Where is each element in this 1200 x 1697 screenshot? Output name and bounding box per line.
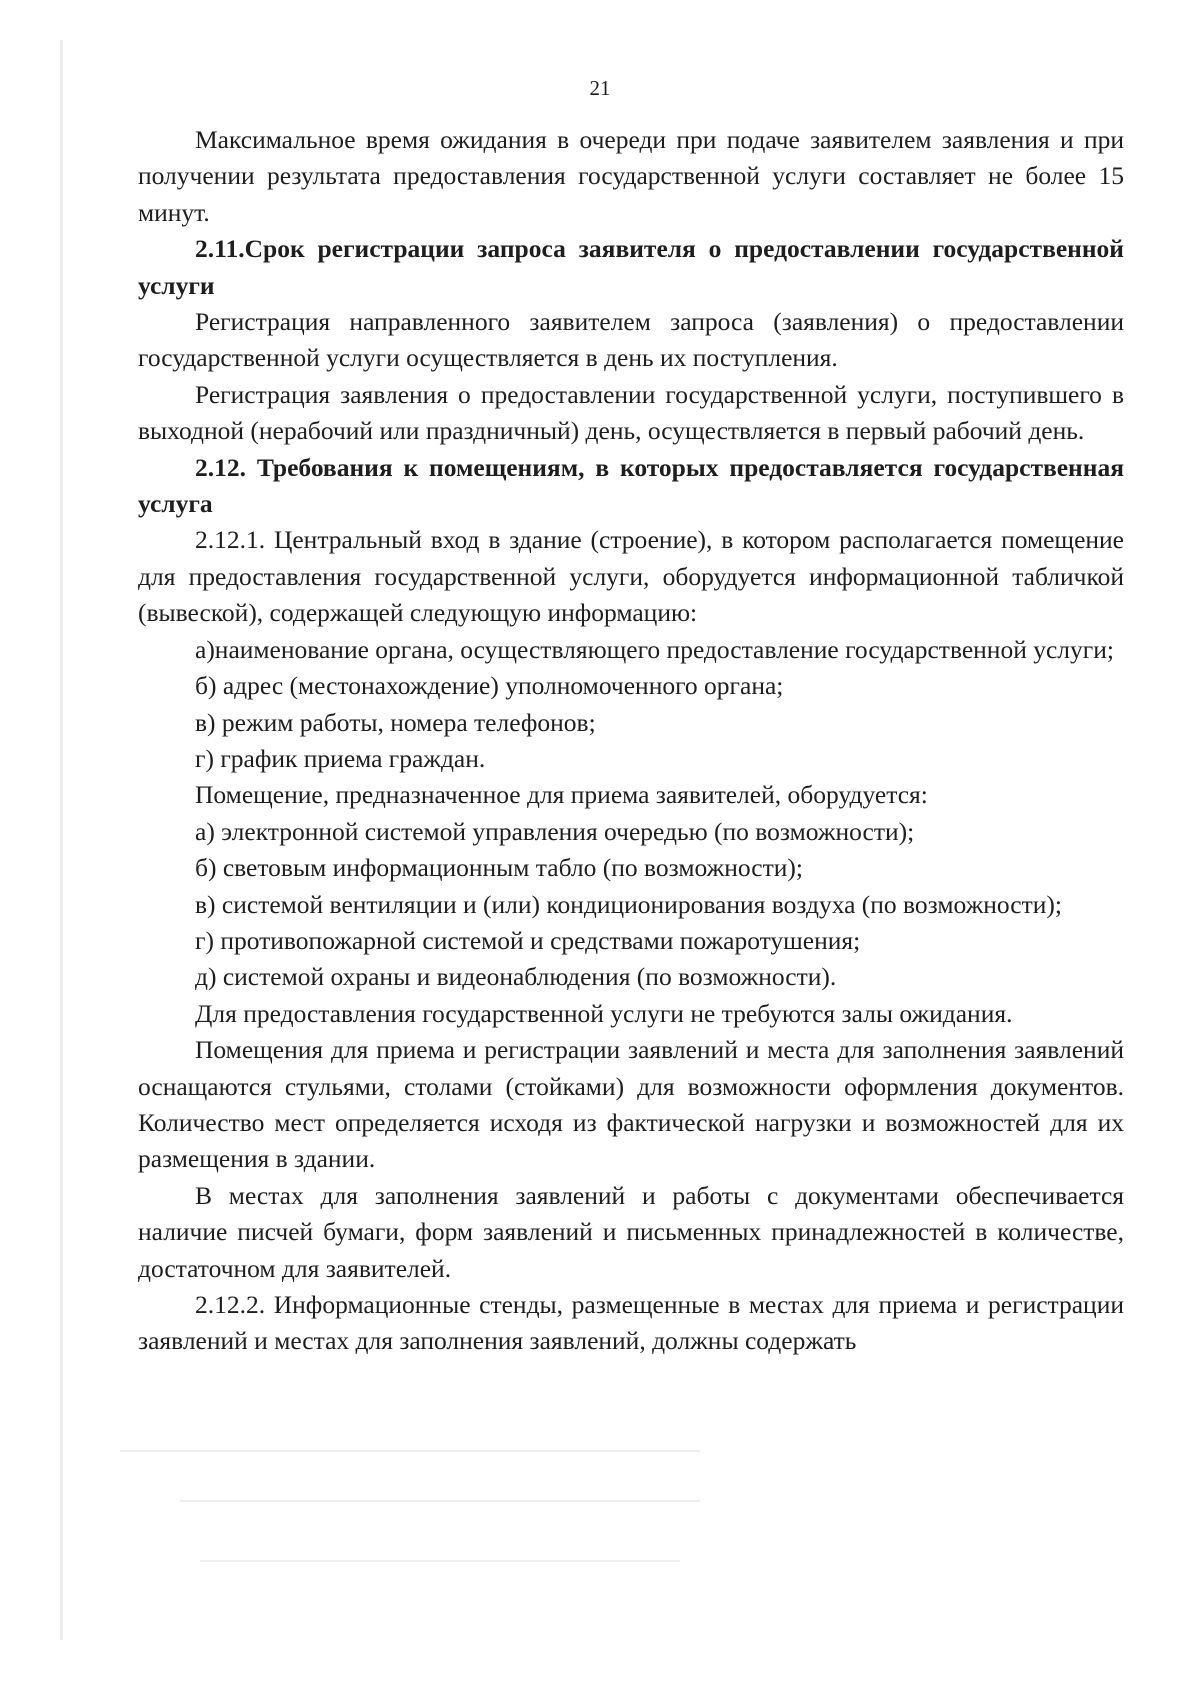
heading-2-11: 2.11.Срок регистрации запроса заявителя о предоставлении государственной услуги [138,234,1124,300]
list-item-premises-b: б) световым информационным табло (по возможности); [195,853,803,883]
list-item-premises-g: г) противопожарной системой и средствами пожаротушения; [195,925,861,955]
paragraph-supplies: В местах для заполнения заявлений и работы с документами обеспечивается наличие писчей бумаги, форм заявлений и письменных принадлежностей в количестве, достаточном для заявителей. [138,1180,1124,1283]
paragraph-registration-holiday: Регистрация заявления о предоставлении государственной услуги, поступившего в выходной (нерабочий или праздничный) день, осуществляется в первый рабочий день. [138,379,1124,446]
list-item-g: г) график приема граждан. [195,743,486,773]
scan-noise [180,1500,700,1502]
scan-noise [60,40,63,1640]
paragraph-2-12-1: 2.12.1. Центральный вход в здание (строение), в котором располагается помещение для предоставления государственной услуги, оборудуется информационной табличкой (вывеской), содержащей следующую информацию: [138,525,1124,628]
heading-2-12: 2.12. Требования к помещениям, в которых предоставляется государственная услуга [138,452,1124,519]
list-item-premises-v: в) системой вентиляции и (или) кондиционирования воздуха (по возможности); [195,889,1062,919]
paragraph-waiting-time: Максимальное время ожидания в очереди при подаче заявителем заявления и при получении результата предоставления государственной услуги составляет не более 15 минут. [138,125,1124,227]
list-item-premises-a: а) электронной системой управления очередью (по возможности); [195,816,915,846]
paragraph-premises: Помещение, предназначенное для приема заявителей, оборудуется: [195,780,928,810]
list-item-a: а)наименование органа, осуществляющего предоставление государственной услуги; [195,634,1114,664]
paragraph-equipment: Помещения для приема и регистрации заявлений и места для заполнения заявлений оснащаются стульями, столами (стойками) для возможности оформления документов. Количество мест определяется исходя из фактической нагрузки и возможностей для их размещения в здании. [138,1035,1124,1174]
paragraph-registration: Регистрация направленного заявителем запроса (заявления) о предоставлении государственной услуги осуществляется в день их поступления. [138,307,1124,373]
list-item-premises-d: д) системой охраны и видеонаблюдения (по возможности). [195,962,837,992]
page-number: 21 [589,76,611,100]
paragraph-2-12-2: 2.12.2. Информационные стенды, размещенные в местах для приема и регистрации заявлений и местах для заполнения заявлений, должны содержать [138,1290,1124,1356]
scan-noise [120,1450,700,1452]
list-item-b: б) адрес (местонахождение) уполномоченного органа; [195,671,784,701]
paragraph-waiting-halls: Для предоставления государственной услуги не требуются залы ожидания. [195,998,1013,1028]
body-text [138,122,1124,1360]
scan-noise [200,1560,680,1562]
list-item-v: в) режим работы, номера телефонов; [195,707,596,737]
